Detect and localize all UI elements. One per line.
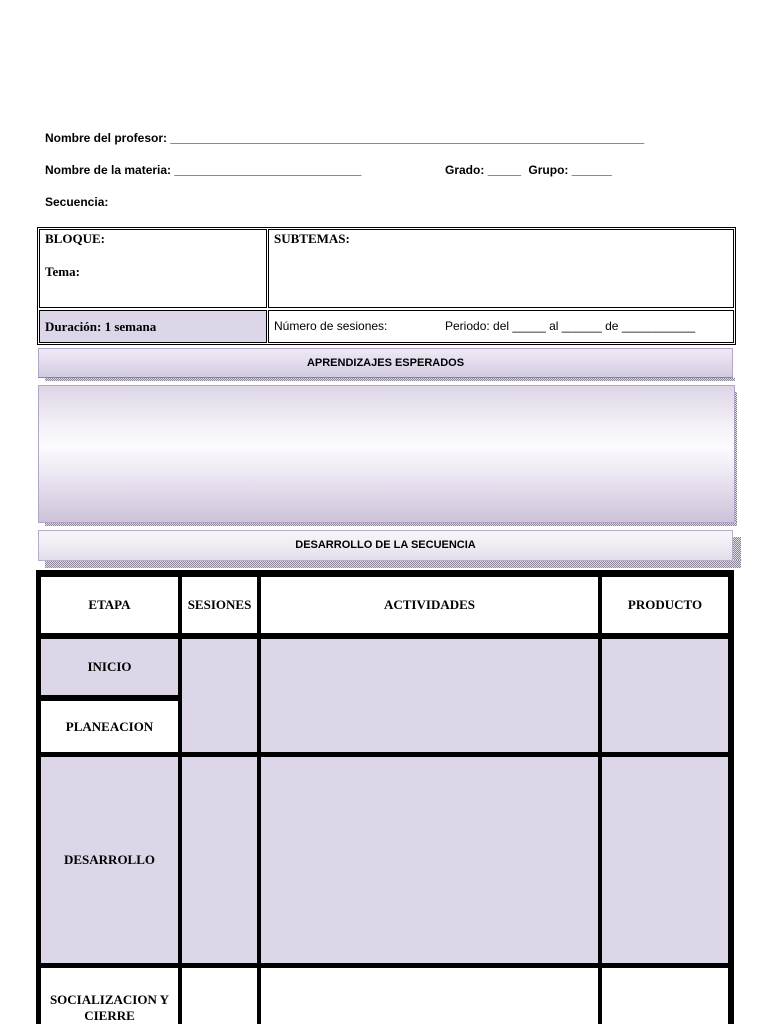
producto-header-label: PRODUCTO [627, 597, 703, 612]
socializacion-label: SOCIALIZACION Y CIERRE [49, 992, 170, 1023]
desarrollo-banner [38, 530, 733, 561]
subtemas-label: SUBTEMAS: [274, 231, 350, 246]
inicio-label: INICIO [87, 659, 132, 674]
inicio-producto-cell [602, 639, 728, 752]
bloque-label: BLOQUE: [45, 231, 105, 246]
secuencia-label: Secuencia: [45, 195, 109, 209]
bloque-cell [39, 229, 267, 308]
actividades-header-label: ACTIVIDADES [383, 597, 476, 612]
actividades-header [261, 577, 598, 633]
grado-label: Grado: [445, 163, 485, 177]
inicio-stage-cell [41, 639, 178, 695]
desarrollo-actividades-cell [261, 757, 598, 963]
desarrollo-stage-cell [41, 757, 178, 963]
subtemas-cell [268, 229, 734, 308]
aprendizajes-title: APRENDIZAJES ESPERADOS [306, 357, 465, 369]
grado-blank: _____ [487, 163, 522, 177]
desarrollo-producto-cell [602, 757, 728, 963]
sesiones-periodo-cell [268, 310, 734, 343]
tema-label: Tema: [45, 264, 80, 279]
periodo-text: Periodo: del _____ al ______ de ___________ [445, 319, 696, 333]
socializacion-stage-cell [41, 968, 178, 1024]
banner-shadow-bottom [45, 560, 741, 568]
grado-grupo-line [445, 163, 612, 177]
duracion-cell [39, 310, 267, 343]
duracion-text: Duración: 1 semana [45, 319, 157, 334]
planeacion-label: PLANEACION [65, 718, 154, 734]
desarrollo-title: DESARROLLO DE LA SECUENCIA [295, 539, 476, 551]
sesiones-header-label: SESIONES [187, 597, 252, 612]
secuencia-line [45, 195, 108, 209]
inicio-sesiones-cell [182, 639, 257, 752]
socializacion-producto-cell [602, 968, 728, 1024]
profesor-blank: _______________________________________________________________________ [170, 131, 645, 145]
socializacion-actividades-cell [261, 968, 598, 1024]
aprendizajes-banner [38, 348, 733, 378]
materia-blank: ____________________________ [174, 163, 362, 177]
materia-label: Nombre de la materia: [45, 163, 172, 177]
sesiones-label: Número de sesiones: [274, 319, 388, 333]
desarrollo-sesiones-cell [182, 757, 257, 963]
producto-header [602, 577, 728, 633]
inicio-actividades-cell [261, 639, 598, 752]
grupo-label: Grupo: [528, 163, 569, 177]
sesiones-header [182, 577, 257, 633]
materia-line [45, 163, 361, 177]
planeacion-stage-cell [41, 701, 178, 752]
profesor-label: Nombre del profesor: [45, 131, 168, 145]
socializacion-sesiones-cell [182, 968, 257, 1024]
etapa-header [41, 577, 178, 633]
profesor-line [45, 131, 644, 145]
grupo-blank: ______ [571, 163, 612, 177]
banner-shadow [45, 378, 735, 381]
etapa-header-label: ETAPA [88, 597, 131, 612]
desarrollo-label: DESARROLLO [63, 852, 156, 867]
info-table [37, 227, 736, 345]
aprendizajes-content-box [38, 385, 735, 523]
sequence-table [36, 570, 734, 1024]
